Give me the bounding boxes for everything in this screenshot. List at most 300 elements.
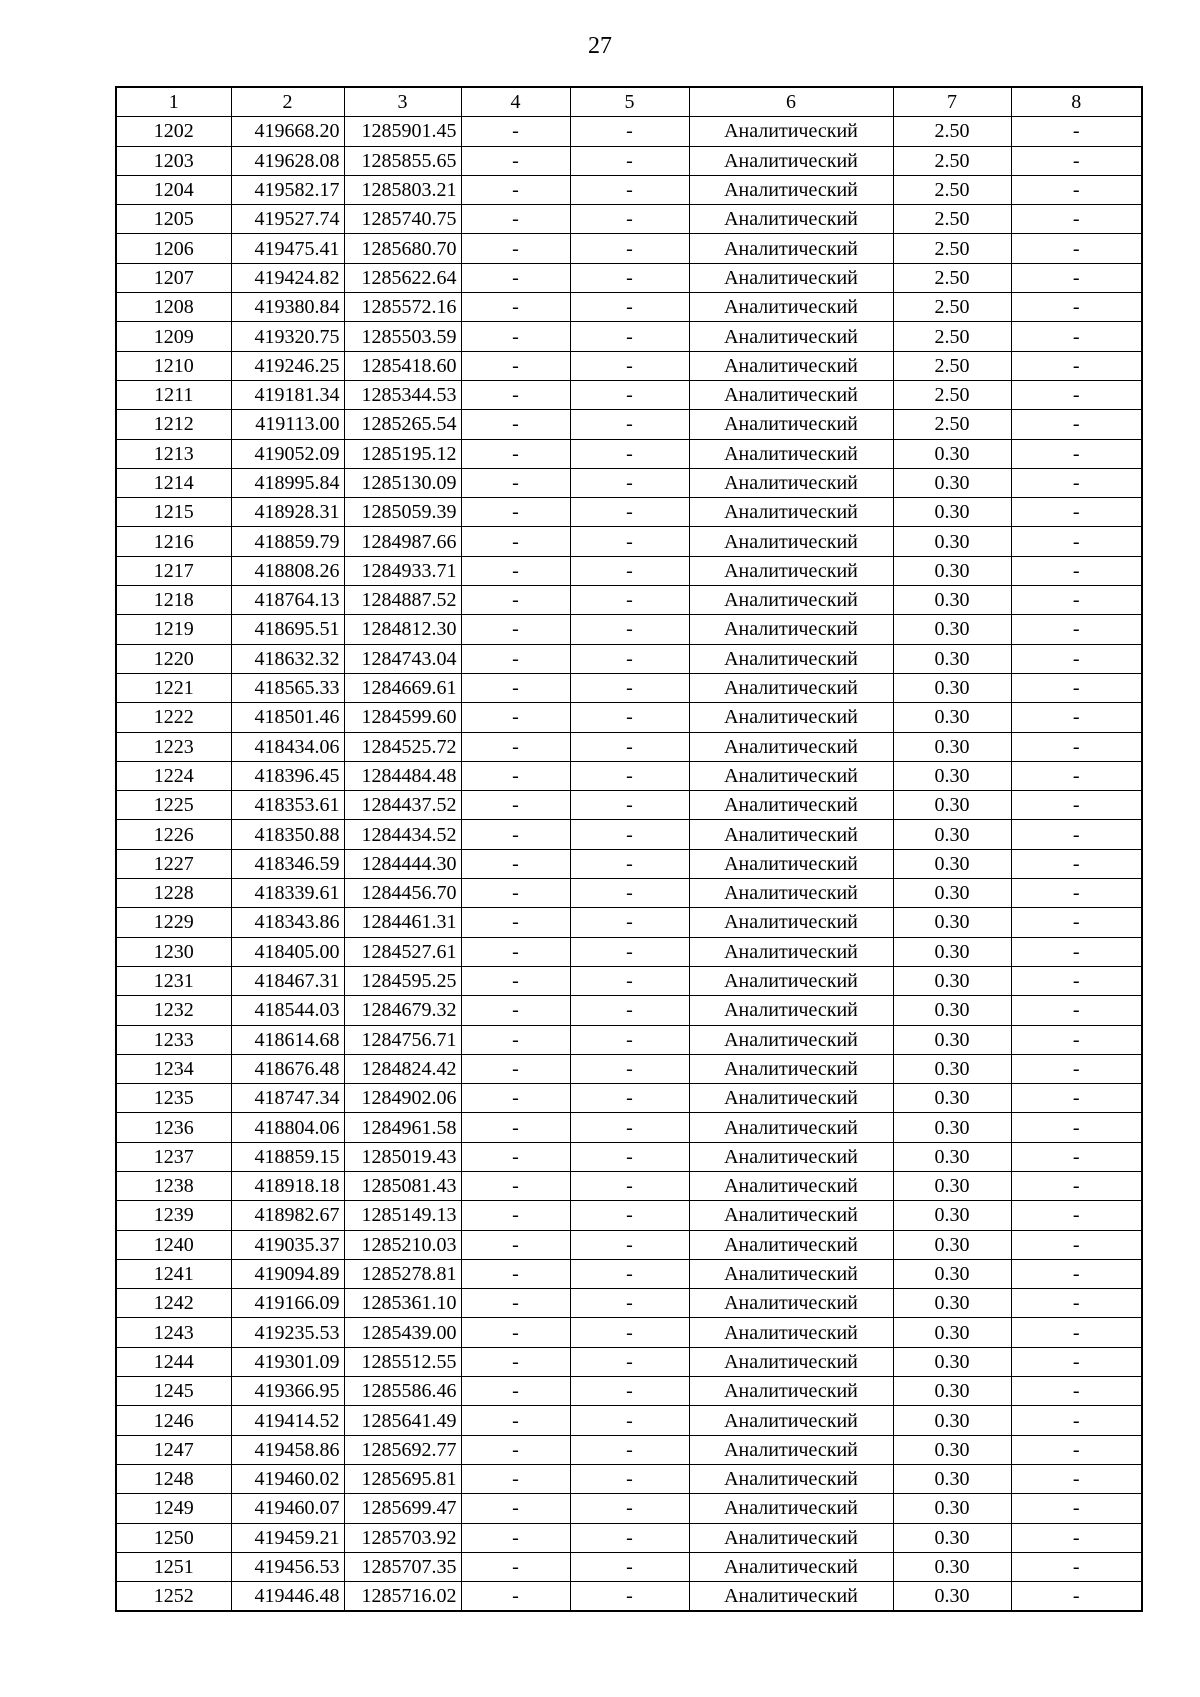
table-cell: - [570,175,689,204]
table-cell: Аналитический [689,410,893,439]
table-cell: - [570,351,689,380]
table-cell: 0.30 [893,1494,1011,1523]
table-cell: 418339.61 [231,879,344,908]
table-cell: - [461,732,570,761]
table-cell: Аналитический [689,322,893,351]
table-cell: - [461,527,570,556]
table-cell: - [461,263,570,292]
table-cell: - [1011,293,1142,322]
table-cell: 1285622.64 [344,263,461,292]
table-cell: 1285278.81 [344,1259,461,1288]
table-cell: - [1011,1494,1142,1523]
table-cell: Аналитический [689,1142,893,1171]
table-cell: - [1011,703,1142,732]
table-cell: 1245 [116,1377,231,1406]
table-cell: 418808.26 [231,556,344,585]
table-cell: 0.30 [893,1259,1011,1288]
table-cell: 0.30 [893,1230,1011,1259]
table-cell: Аналитический [689,1084,893,1113]
table-cell: - [1011,732,1142,761]
table-cell: 1285695.81 [344,1464,461,1493]
table-cell: - [1011,1377,1142,1406]
table-cell: 1284484.48 [344,761,461,790]
table-cell: - [570,761,689,790]
table-cell: 1215 [116,498,231,527]
table-cell: - [570,1171,689,1200]
table-row [116,1318,1142,1347]
table-cell: 1285344.53 [344,380,461,409]
table-cell: Аналитический [689,1523,893,1552]
table-cell: 1285439.00 [344,1318,461,1347]
table-cell: 1240 [116,1230,231,1259]
table-row [116,1377,1142,1406]
table-cell: - [570,1377,689,1406]
table-cell: - [1011,1464,1142,1493]
table-cell: 1285803.21 [344,175,461,204]
table-cell: - [461,380,570,409]
table-cell: Аналитический [689,527,893,556]
table-cell: - [1011,117,1142,146]
table-cell: - [570,644,689,673]
table-cell: 1226 [116,820,231,849]
table-cell: 1246 [116,1406,231,1435]
table-cell: 1285703.92 [344,1523,461,1552]
table-cell: - [1011,351,1142,380]
table-cell: 419414.52 [231,1406,344,1435]
table-cell: Аналитический [689,1318,893,1347]
table-cell: 419456.53 [231,1552,344,1581]
table-row [116,1230,1142,1259]
table-cell: 418396.45 [231,761,344,790]
table-row [116,849,1142,878]
table-cell: - [570,263,689,292]
table-cell: 418995.84 [231,468,344,497]
table-row [116,1406,1142,1435]
table-row [116,673,1142,702]
table-cell: 1235 [116,1084,231,1113]
table-cell: 1217 [116,556,231,585]
table-cell: Аналитический [689,439,893,468]
table-cell: 2.50 [893,410,1011,439]
table-cell: 1209 [116,322,231,351]
table-row [116,1054,1142,1083]
table-cell: 2.50 [893,205,1011,234]
table-cell: 1284444.30 [344,849,461,878]
table-row [116,1142,1142,1171]
table-cell: - [1011,1582,1142,1612]
table-cell: 0.30 [893,439,1011,468]
table-cell: Аналитический [689,1582,893,1612]
table-cell: 0.30 [893,527,1011,556]
table-cell: 1229 [116,908,231,937]
table-cell: - [1011,879,1142,908]
table-row [116,117,1142,146]
table-cell: 419460.02 [231,1464,344,1493]
table-cell: 1208 [116,293,231,322]
table-cell: 419113.00 [231,410,344,439]
table-cell: - [570,937,689,966]
table-cell: Аналитический [689,1259,893,1288]
table-cell: 0.30 [893,791,1011,820]
table-row [116,527,1142,556]
table-cell: - [570,966,689,995]
table-cell: - [1011,205,1142,234]
table-cell: Аналитический [689,1289,893,1318]
table-row [116,761,1142,790]
table-cell: 1284461.31 [344,908,461,937]
table-cell: - [461,1201,570,1230]
table-row [116,1113,1142,1142]
table-cell: 1284887.52 [344,586,461,615]
table-cell: - [461,351,570,380]
table-row [116,703,1142,732]
table-cell: 2.50 [893,322,1011,351]
table-cell: 1222 [116,703,231,732]
table-cell: - [461,937,570,966]
table-cell: - [461,1230,570,1259]
table-cell: Аналитический [689,1230,893,1259]
table-cell: Аналитический [689,1171,893,1200]
table-cell: Аналитический [689,498,893,527]
table-cell: - [570,1201,689,1230]
table-cell: - [1011,439,1142,468]
table-cell: 1244 [116,1347,231,1376]
table-cell: - [570,234,689,263]
table-cell: 418565.33 [231,673,344,702]
table-cell: 418350.88 [231,820,344,849]
table-cell: 1252 [116,1582,231,1612]
table-cell: Аналитический [689,1435,893,1464]
table-row [116,1084,1142,1113]
table-row [116,1259,1142,1288]
table-cell: - [1011,498,1142,527]
column-header: 5 [570,87,689,117]
table-cell: Аналитический [689,293,893,322]
table-cell: - [570,498,689,527]
table-cell: - [570,673,689,702]
table-cell: Аналитический [689,1464,893,1493]
table-cell: - [570,1318,689,1347]
table-cell: 418804.06 [231,1113,344,1142]
table-cell: - [1011,380,1142,409]
table-cell: Аналитический [689,732,893,761]
table-row [116,263,1142,292]
table-cell: 419366.95 [231,1377,344,1406]
table-cell: 1285361.10 [344,1289,461,1318]
table-cell: - [1011,820,1142,849]
table-cell: - [461,117,570,146]
table-cell: - [1011,1142,1142,1171]
table-cell: 1213 [116,439,231,468]
table-cell: - [1011,586,1142,615]
table-cell: 0.30 [893,732,1011,761]
table-row [116,732,1142,761]
table-cell: 1285716.02 [344,1582,461,1612]
column-header: 8 [1011,87,1142,117]
table-cell: - [1011,1201,1142,1230]
table-cell: - [570,468,689,497]
table-cell: 0.30 [893,1289,1011,1318]
table-cell: Аналитический [689,468,893,497]
table-cell: 2.50 [893,263,1011,292]
table-row [116,1494,1142,1523]
table-cell: 1204 [116,175,231,204]
column-header: 3 [344,87,461,117]
table-cell: Аналитический [689,1054,893,1083]
table-row [116,615,1142,644]
table-cell: 0.30 [893,908,1011,937]
table-cell: - [461,556,570,585]
table-cell: 0.30 [893,1406,1011,1435]
table-cell: 1248 [116,1464,231,1493]
table-row [116,380,1142,409]
table-row [116,1582,1142,1612]
table-cell: - [1011,849,1142,878]
table-cell: - [461,322,570,351]
table-cell: - [461,644,570,673]
table-cell: 418859.79 [231,527,344,556]
table-cell: - [1011,1318,1142,1347]
table-cell: 0.30 [893,703,1011,732]
table-cell: - [1011,556,1142,585]
table-body [116,117,1142,1612]
table-cell: Аналитический [689,1201,893,1230]
table-cell: 1205 [116,205,231,234]
table-cell: 418982.67 [231,1201,344,1230]
table-cell: 1206 [116,234,231,263]
table-cell: - [461,1406,570,1435]
table-row [116,644,1142,673]
table-cell: - [461,879,570,908]
table-cell: - [461,1582,570,1612]
table-cell: - [1011,146,1142,175]
coordinates-table [115,86,1143,1612]
table-cell: - [1011,175,1142,204]
table-cell: 419166.09 [231,1289,344,1318]
table-row [116,146,1142,175]
table-cell: - [461,586,570,615]
table-cell: - [1011,1523,1142,1552]
table-cell: 418928.31 [231,498,344,527]
table-cell: 1230 [116,937,231,966]
table-cell: 1231 [116,966,231,995]
table-cell: 1203 [116,146,231,175]
table-cell: - [461,996,570,1025]
table-cell: 1284824.42 [344,1054,461,1083]
table-cell: 1207 [116,263,231,292]
table-cell: - [570,820,689,849]
table-cell: 419475.41 [231,234,344,263]
table-cell: Аналитический [689,703,893,732]
table-row [116,175,1142,204]
table-cell: - [1011,1347,1142,1376]
table-cell: 1285586.46 [344,1377,461,1406]
table-cell: 0.30 [893,1435,1011,1464]
table-cell: - [570,879,689,908]
table-cell: 0.30 [893,1054,1011,1083]
table-cell: 418353.61 [231,791,344,820]
table-cell: 1237 [116,1142,231,1171]
table-cell: 0.30 [893,1523,1011,1552]
table-cell: 1284812.30 [344,615,461,644]
table-cell: 419446.48 [231,1582,344,1612]
table-cell: Аналитический [689,879,893,908]
table-cell: - [461,175,570,204]
table-cell: 0.30 [893,1201,1011,1230]
table-cell: 1284595.25 [344,966,461,995]
table-cell: 419301.09 [231,1347,344,1376]
table-cell: 419582.17 [231,175,344,204]
table-cell: 1284961.58 [344,1113,461,1142]
table-cell: 419181.34 [231,380,344,409]
table-cell: 0.30 [893,1318,1011,1347]
table-cell: - [570,205,689,234]
table-cell: 2.50 [893,351,1011,380]
table-cell: - [570,1113,689,1142]
table-cell: - [570,380,689,409]
table-cell: 1284456.70 [344,879,461,908]
table-cell: - [461,1084,570,1113]
table-row [116,234,1142,263]
table-row [116,791,1142,820]
table-cell: 1234 [116,1054,231,1083]
column-header: 4 [461,87,570,117]
table-cell: 419094.89 [231,1259,344,1288]
table-cell: 419424.82 [231,263,344,292]
table-cell: 1285699.47 [344,1494,461,1523]
table-cell: Аналитический [689,556,893,585]
table-cell: Аналитический [689,615,893,644]
table-cell: - [1011,1171,1142,1200]
table-cell: - [570,527,689,556]
table-cell: - [1011,410,1142,439]
table-cell: - [570,1435,689,1464]
table-cell: Аналитический [689,761,893,790]
table-cell: 1284679.32 [344,996,461,1025]
table-cell: - [1011,966,1142,995]
table-cell: 0.30 [893,556,1011,585]
table-cell: Аналитический [689,146,893,175]
table-row [116,966,1142,995]
table-cell: 0.30 [893,1582,1011,1612]
table-cell: 2.50 [893,234,1011,263]
table-cell: 0.30 [893,1171,1011,1200]
table-cell: 419527.74 [231,205,344,234]
table-row [116,322,1142,351]
table-cell: - [461,966,570,995]
table-cell: - [570,615,689,644]
table-cell: 1236 [116,1113,231,1142]
table-cell: - [461,908,570,937]
table-cell: 1285707.35 [344,1552,461,1581]
table-cell: 0.30 [893,468,1011,497]
table-cell: Аналитический [689,234,893,263]
table-cell: - [1011,791,1142,820]
table-row [116,468,1142,497]
table-cell: 1247 [116,1435,231,1464]
table-cell: 1239 [116,1201,231,1230]
table-cell: 419380.84 [231,293,344,322]
table-cell: 1285901.45 [344,117,461,146]
table-cell: 419035.37 [231,1230,344,1259]
table-cell: 1285855.65 [344,146,461,175]
table-row [116,1552,1142,1581]
table-cell: - [1011,1406,1142,1435]
table-row [116,1435,1142,1464]
table-cell: - [570,1347,689,1376]
table-cell: - [570,293,689,322]
table-cell: 418346.59 [231,849,344,878]
column-header: 6 [689,87,893,117]
table-cell: - [461,849,570,878]
table-cell: 1233 [116,1025,231,1054]
table-cell: 1284743.04 [344,644,461,673]
table-cell: 418632.32 [231,644,344,673]
table-cell: 1285512.55 [344,1347,461,1376]
table-cell: Аналитический [689,1406,893,1435]
table-cell: 1214 [116,468,231,497]
table-cell: - [570,732,689,761]
table-cell: - [461,234,570,263]
table-cell: - [570,791,689,820]
table-cell: - [1011,937,1142,966]
table-cell: - [1011,1113,1142,1142]
table-row [116,556,1142,585]
table-cell: 2.50 [893,146,1011,175]
table-cell: Аналитический [689,673,893,702]
table-cell: 1218 [116,586,231,615]
table-cell: 1216 [116,527,231,556]
table-cell: - [570,1142,689,1171]
table-cell: 1228 [116,879,231,908]
table-cell: 418434.06 [231,732,344,761]
table-cell: 0.30 [893,586,1011,615]
table-cell: - [1011,996,1142,1025]
table-cell: 1284756.71 [344,1025,461,1054]
table-cell: 0.30 [893,644,1011,673]
table-row [116,1464,1142,1493]
column-header: 7 [893,87,1011,117]
table-row [116,410,1142,439]
table-cell: - [461,761,570,790]
table-cell: - [1011,644,1142,673]
table-cell: 419320.75 [231,322,344,351]
table-cell: - [570,1054,689,1083]
table-row [116,293,1142,322]
table-cell: 1210 [116,351,231,380]
table-cell: 419458.86 [231,1435,344,1464]
table-cell: - [461,1142,570,1171]
table-cell: Аналитический [689,966,893,995]
table-cell: 1285641.49 [344,1406,461,1435]
table-cell: 1242 [116,1289,231,1318]
table-cell: 1285019.43 [344,1142,461,1171]
table-cell: 1250 [116,1523,231,1552]
table-cell: - [570,1523,689,1552]
table-cell: 0.30 [893,1347,1011,1376]
table-cell: 1224 [116,761,231,790]
table-cell: - [461,1318,570,1347]
table-cell: 0.30 [893,849,1011,878]
table-cell: 0.30 [893,1142,1011,1171]
table-cell: 1243 [116,1318,231,1347]
table-cell: - [1011,322,1142,351]
table-cell: - [461,1494,570,1523]
table-cell: 1285149.13 [344,1201,461,1230]
table-cell: 0.30 [893,937,1011,966]
table-cell: - [570,410,689,439]
table-cell: - [570,908,689,937]
